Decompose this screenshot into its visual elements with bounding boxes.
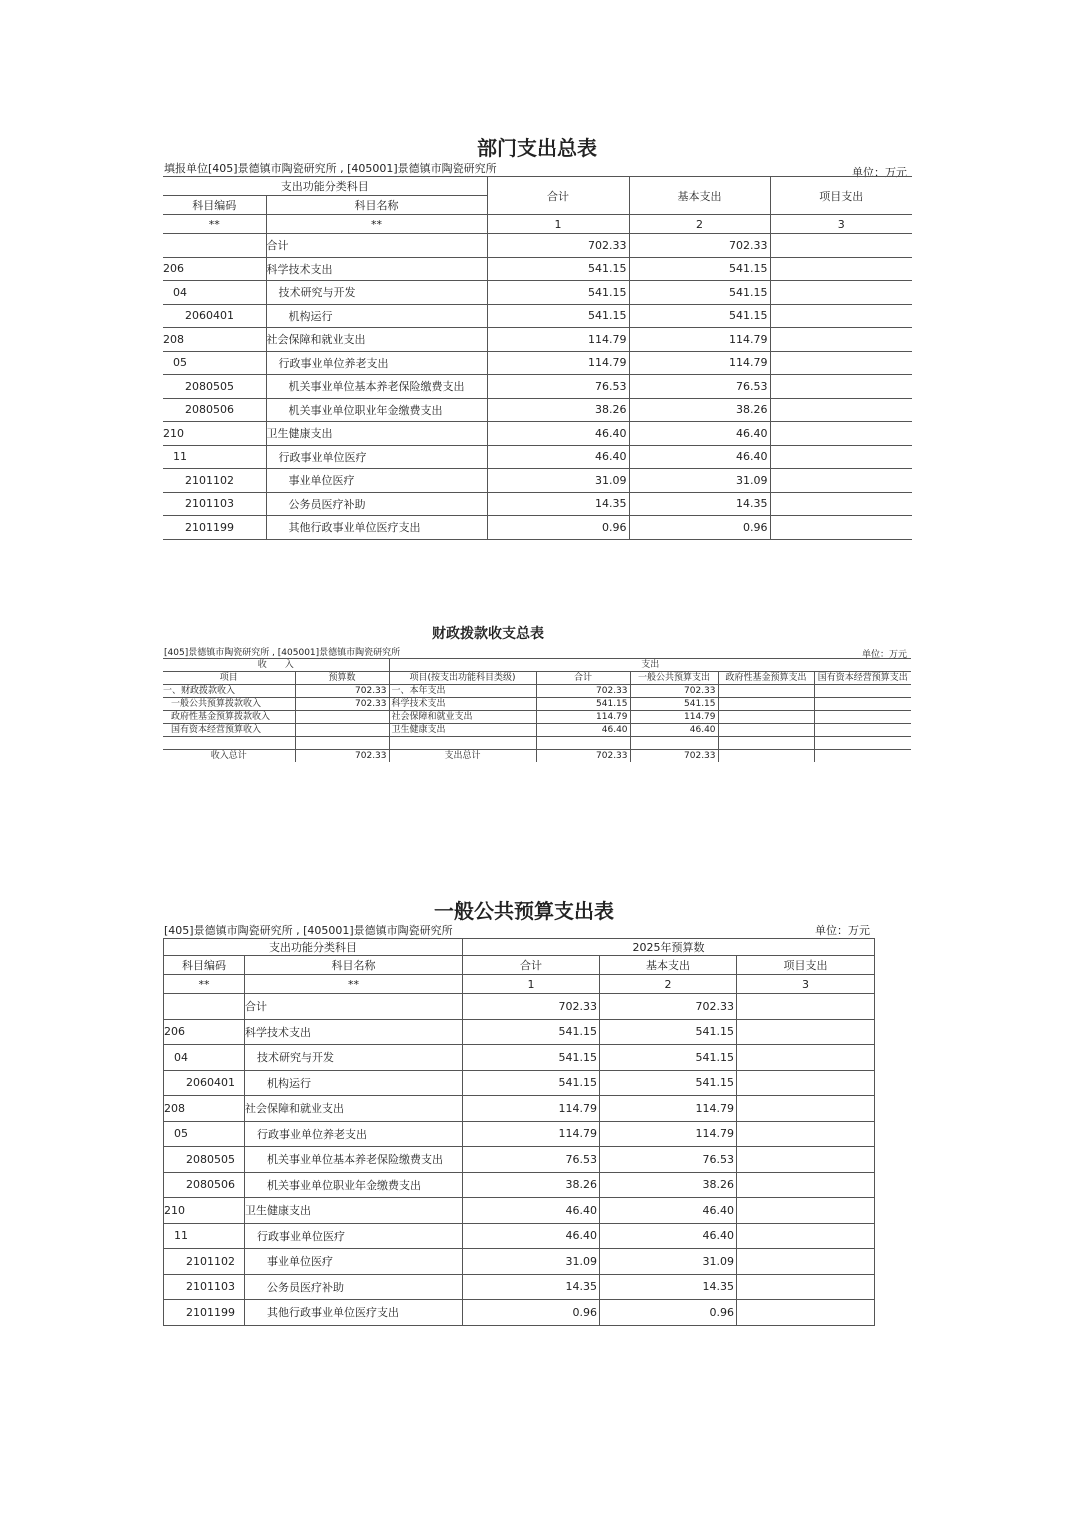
income-item: 一、财政拨款收入: [163, 685, 295, 698]
doc1-org: 填报单位[405]景德镇市陶瓷研究所 , [405001]景德镇市陶瓷研究所: [164, 162, 497, 175]
total-amount: 31.09: [487, 469, 629, 493]
subject-name: 卫生健康支出: [266, 422, 487, 446]
project-amount: [737, 1274, 875, 1300]
t2-exp-item-header: 项目(按支出功能科目类级): [389, 672, 536, 685]
subject-name: 科学技术支出: [245, 1019, 463, 1045]
total-amount: 31.09: [463, 1249, 600, 1275]
table-row: [164, 1300, 875, 1326]
subject-name: 机关事业单位基本养老保险缴费支出: [266, 375, 487, 399]
doc1-title: 部门支出总表: [477, 136, 597, 160]
total-amount: 114.79: [463, 1121, 600, 1147]
total-amount: 114.79: [487, 328, 629, 352]
fund-budget-expense: [718, 685, 814, 698]
capital-budget-expense: [814, 724, 911, 737]
subject-code: 11: [163, 445, 266, 469]
project-amount: [770, 351, 912, 375]
subject-code: 210: [163, 422, 266, 446]
subject-code: 05: [163, 351, 266, 375]
total-amount: 0.96: [487, 516, 629, 540]
total-amount: 76.53: [463, 1147, 600, 1173]
subject-name: 社会保障和就业支出: [266, 328, 487, 352]
basic-amount: 114.79: [600, 1096, 737, 1122]
project-amount: [770, 492, 912, 516]
table-row: [163, 234, 912, 258]
capital-budget-expense: [814, 685, 911, 698]
income-item: 一般公共预算拨款收入: [163, 698, 295, 711]
subject-name: 机关事业单位基本养老保险缴费支出: [245, 1147, 463, 1173]
basic-amount: 541.15: [600, 1019, 737, 1045]
total-amount: 541.15: [487, 257, 629, 281]
subject-name: 技术研究与开发: [245, 1045, 463, 1071]
t3-group-header: 支出功能分类科目: [164, 939, 463, 956]
subject-code: 05: [164, 1121, 245, 1147]
table-row: [164, 1249, 875, 1275]
table-row: [163, 328, 912, 352]
table-row: [164, 1070, 875, 1096]
t1-name-header: 科目名称: [266, 196, 487, 215]
subject-code: 2060401: [163, 304, 266, 328]
basic-amount: 46.40: [600, 1223, 737, 1249]
subject-name: 机关事业单位职业年金缴费支出: [245, 1172, 463, 1198]
basic-amount: 541.15: [600, 1070, 737, 1096]
total-amount: 46.40: [487, 422, 629, 446]
income-value: [295, 711, 389, 724]
t2-expense-group: 支出: [389, 659, 911, 672]
subject-name: 行政事业单位养老支出: [245, 1121, 463, 1147]
table-row: [164, 1223, 875, 1249]
t2-blank-row: [163, 737, 911, 750]
basic-amount: 76.53: [629, 375, 770, 399]
doc2-title: 财政拨款收支总表: [432, 626, 544, 642]
t2-budget-header: 预算数: [295, 672, 389, 685]
t2-income-group: 收 入: [163, 659, 389, 672]
basic-amount: 46.40: [629, 445, 770, 469]
subject-name: 其他行政事业单位医疗支出: [245, 1300, 463, 1326]
project-amount: [737, 1147, 875, 1173]
total-amount: 541.15: [463, 1019, 600, 1045]
basic-amount: 541.15: [629, 304, 770, 328]
total-amount: 541.15: [487, 281, 629, 305]
dept-expense-table: [163, 176, 912, 540]
income-value: 702.33: [295, 685, 389, 698]
t2-fund-header: 政府性基金预算支出: [718, 672, 814, 685]
expense-total: 114.79: [536, 711, 630, 724]
table-row: [164, 1019, 875, 1045]
income-value: 702.33: [295, 698, 389, 711]
total-amount: 114.79: [463, 1096, 600, 1122]
t1-col-num-1: 1: [487, 215, 629, 234]
t3-basic-header: 基本支出: [600, 956, 737, 975]
subject-name: 其他行政事业单位医疗支出: [266, 516, 487, 540]
basic-amount: 14.35: [600, 1274, 737, 1300]
table-row: [163, 516, 912, 540]
project-amount: [770, 257, 912, 281]
total-amount: 46.40: [463, 1198, 600, 1224]
table-row: [163, 685, 911, 698]
basic-amount: 0.96: [600, 1300, 737, 1326]
subject-name: 合计: [245, 994, 463, 1020]
table-row: [163, 698, 911, 711]
t1-total-header: 合计: [487, 177, 629, 215]
subject-name: 行政事业单位养老支出: [266, 351, 487, 375]
doc3-org: [405]景德镇市陶瓷研究所 , [405001]景德镇市陶瓷研究所: [164, 924, 453, 937]
t2-income-total-label: 收入总计: [163, 750, 295, 763]
subject-name: 机构运行: [266, 304, 487, 328]
subject-name: 合计: [266, 234, 487, 258]
table-row: [163, 281, 912, 305]
project-amount: [737, 1121, 875, 1147]
general-budget-expense: 114.79: [630, 711, 718, 724]
t3-col-num-3: 3: [737, 975, 875, 994]
subject-code: 206: [163, 257, 266, 281]
basic-amount: 114.79: [629, 328, 770, 352]
subject-name: 科学技术支出: [266, 257, 487, 281]
subject-name: 卫生健康支出: [245, 1198, 463, 1224]
total-amount: 541.15: [463, 1070, 600, 1096]
total-amount: 46.40: [487, 445, 629, 469]
subject-name: 事业单位医疗: [266, 469, 487, 493]
t2-body: [163, 685, 911, 737]
project-amount: [737, 1070, 875, 1096]
total-amount: 0.96: [463, 1300, 600, 1326]
t2-income-total-value: 702.33: [295, 750, 389, 763]
total-amount: 702.33: [463, 994, 600, 1020]
capital-budget-expense: [814, 711, 911, 724]
t1-project-header: 项目支出: [770, 177, 912, 215]
subject-code: 2080506: [163, 398, 266, 422]
basic-amount: 46.40: [600, 1198, 737, 1224]
subject-code: [163, 234, 266, 258]
t3-year-header: 2025年预算数: [463, 939, 875, 956]
expense-item: 一、本年支出: [389, 685, 536, 698]
project-amount: [770, 422, 912, 446]
t1-col-num-3: 3: [770, 215, 912, 234]
total-amount: 114.79: [487, 351, 629, 375]
t1-header: [163, 177, 912, 234]
project-amount: [737, 1198, 875, 1224]
expense-total: 541.15: [536, 698, 630, 711]
table-row: [164, 1198, 875, 1224]
table-row: [163, 351, 912, 375]
subject-code: 2080505: [163, 375, 266, 399]
table-row: [164, 1045, 875, 1071]
subject-name: 行政事业单位医疗: [245, 1223, 463, 1249]
basic-amount: 541.15: [629, 281, 770, 305]
basic-amount: 31.09: [629, 469, 770, 493]
table-row: [163, 492, 912, 516]
table-row: [163, 445, 912, 469]
basic-amount: 702.33: [600, 994, 737, 1020]
subject-code: 2101102: [164, 1249, 245, 1275]
table-row: [163, 398, 912, 422]
subject-name: 事业单位医疗: [245, 1249, 463, 1275]
expense-total: 46.40: [536, 724, 630, 737]
subject-code: 04: [163, 281, 266, 305]
subject-code: 2080505: [164, 1147, 245, 1173]
basic-amount: 76.53: [600, 1147, 737, 1173]
income-item: 国有资本经营预算收入: [163, 724, 295, 737]
total-amount: 702.33: [487, 234, 629, 258]
doc3-title: 一般公共预算支出表: [434, 899, 614, 923]
t2-expense-total-value: 702.33: [536, 750, 630, 763]
project-amount: [770, 398, 912, 422]
basic-amount: 541.15: [629, 257, 770, 281]
t1-code-header: 科目编码: [163, 196, 266, 215]
subject-code: 2101103: [163, 492, 266, 516]
t2-total-header: 合计: [536, 672, 630, 685]
t1-col-num-2: 2: [629, 215, 770, 234]
doc3-unit: 单位：万元: [815, 924, 870, 937]
table-row: [164, 1274, 875, 1300]
expense-item: 科学技术支出: [389, 698, 536, 711]
project-amount: [737, 1019, 875, 1045]
fiscal-income-expense-table: [163, 658, 911, 762]
table-row: [164, 1096, 875, 1122]
subject-name: 机构运行: [245, 1070, 463, 1096]
fund-budget-expense: [718, 698, 814, 711]
subject-code: 2060401: [164, 1070, 245, 1096]
table-row: [163, 304, 912, 328]
basic-amount: 38.26: [600, 1172, 737, 1198]
capital-budget-expense: [814, 698, 911, 711]
table-row: [164, 1147, 875, 1173]
project-amount: [737, 1223, 875, 1249]
subject-code: 206: [164, 1019, 245, 1045]
table-row: [164, 1121, 875, 1147]
expense-total: 702.33: [536, 685, 630, 698]
t3-name-header: 科目名称: [245, 956, 463, 975]
t3-star-code: **: [164, 975, 245, 994]
subject-name: 公务员医疗补助: [266, 492, 487, 516]
basic-amount: 46.40: [629, 422, 770, 446]
project-amount: [770, 445, 912, 469]
table-row: [164, 1172, 875, 1198]
project-amount: [770, 328, 912, 352]
subject-code: 208: [164, 1096, 245, 1122]
t1-star-code: **: [163, 215, 266, 234]
subject-code: 2101103: [164, 1274, 245, 1300]
t2-item-header: 项目: [163, 672, 295, 685]
basic-amount: 114.79: [600, 1121, 737, 1147]
t1-body: [163, 234, 912, 540]
project-amount: [737, 994, 875, 1020]
subject-name: 技术研究与开发: [266, 281, 487, 305]
doc1-unit: 单位：万元: [852, 166, 907, 179]
t2-expense-total-label: 支出总计: [389, 750, 536, 763]
t3-star-name: **: [245, 975, 463, 994]
total-amount: 14.35: [463, 1274, 600, 1300]
total-amount: 46.40: [463, 1223, 600, 1249]
subject-code: [164, 994, 245, 1020]
total-amount: 541.15: [487, 304, 629, 328]
t1-group-header: 支出功能分类科目: [163, 177, 487, 196]
table-row: [163, 257, 912, 281]
total-amount: 14.35: [487, 492, 629, 516]
t1-basic-header: 基本支出: [629, 177, 770, 215]
subject-name: 行政事业单位医疗: [266, 445, 487, 469]
basic-amount: 31.09: [600, 1249, 737, 1275]
t3-code-header: 科目编码: [164, 956, 245, 975]
project-amount: [770, 469, 912, 493]
subject-code: 2080506: [164, 1172, 245, 1198]
basic-amount: 702.33: [629, 234, 770, 258]
total-amount: 38.26: [463, 1172, 600, 1198]
subject-code: 2101199: [164, 1300, 245, 1326]
fund-budget-expense: [718, 724, 814, 737]
t3-body: [164, 994, 875, 1326]
project-amount: [737, 1172, 875, 1198]
project-amount: [770, 375, 912, 399]
total-amount: 541.15: [463, 1045, 600, 1071]
project-amount: [737, 1045, 875, 1071]
project-amount: [770, 234, 912, 258]
project-amount: [737, 1249, 875, 1275]
subject-code: 2101102: [163, 469, 266, 493]
doc2-org: [405]景德镇市陶瓷研究所 , [405001]景德镇市陶瓷研究所: [164, 648, 401, 658]
t3-project-header: 项目支出: [737, 956, 875, 975]
t2-capital-header: 国有资本经营预算支出: [814, 672, 911, 685]
basic-amount: 0.96: [629, 516, 770, 540]
subject-name: 公务员医疗补助: [245, 1274, 463, 1300]
t3-header: [164, 939, 875, 994]
subject-code: 210: [164, 1198, 245, 1224]
basic-amount: 14.35: [629, 492, 770, 516]
t2-general-header: 一般公共预算支出: [630, 672, 718, 685]
t2-total-row: [163, 750, 911, 763]
general-budget-expense: 46.40: [630, 724, 718, 737]
expense-item: 社会保障和就业支出: [389, 711, 536, 724]
project-amount: [770, 304, 912, 328]
t1-star-name: **: [266, 215, 487, 234]
subject-code: 04: [164, 1045, 245, 1071]
subject-code: 2101199: [163, 516, 266, 540]
t3-col-num-2: 2: [600, 975, 737, 994]
total-amount: 38.26: [487, 398, 629, 422]
t3-col-num-1: 1: [463, 975, 600, 994]
table-row: [163, 724, 911, 737]
table-row: [163, 375, 912, 399]
subject-name: 机关事业单位职业年金缴费支出: [266, 398, 487, 422]
t2-general-total-value: 702.33: [630, 750, 718, 763]
t2-header: [163, 659, 911, 685]
income-value: [295, 724, 389, 737]
table-row: [163, 711, 911, 724]
basic-amount: 38.26: [629, 398, 770, 422]
project-amount: [737, 1096, 875, 1122]
subject-code: 11: [164, 1223, 245, 1249]
general-budget-expense: 702.33: [630, 685, 718, 698]
general-budget-expense-table: [163, 938, 875, 1326]
basic-amount: 541.15: [600, 1045, 737, 1071]
fund-budget-expense: [718, 711, 814, 724]
general-budget-expense: 541.15: [630, 698, 718, 711]
expense-item: 卫生健康支出: [389, 724, 536, 737]
subject-name: 社会保障和就业支出: [245, 1096, 463, 1122]
table-row: [164, 994, 875, 1020]
project-amount: [770, 281, 912, 305]
project-amount: [770, 516, 912, 540]
table-row: [163, 422, 912, 446]
t2-footer: [163, 737, 911, 763]
t3-total-header: 合计: [463, 956, 600, 975]
table-row: [163, 469, 912, 493]
doc2-unit: 单位：万元: [862, 650, 908, 660]
subject-code: 208: [163, 328, 266, 352]
project-amount: [737, 1300, 875, 1326]
basic-amount: 114.79: [629, 351, 770, 375]
income-item: 政府性基金预算拨款收入: [163, 711, 295, 724]
total-amount: 76.53: [487, 375, 629, 399]
